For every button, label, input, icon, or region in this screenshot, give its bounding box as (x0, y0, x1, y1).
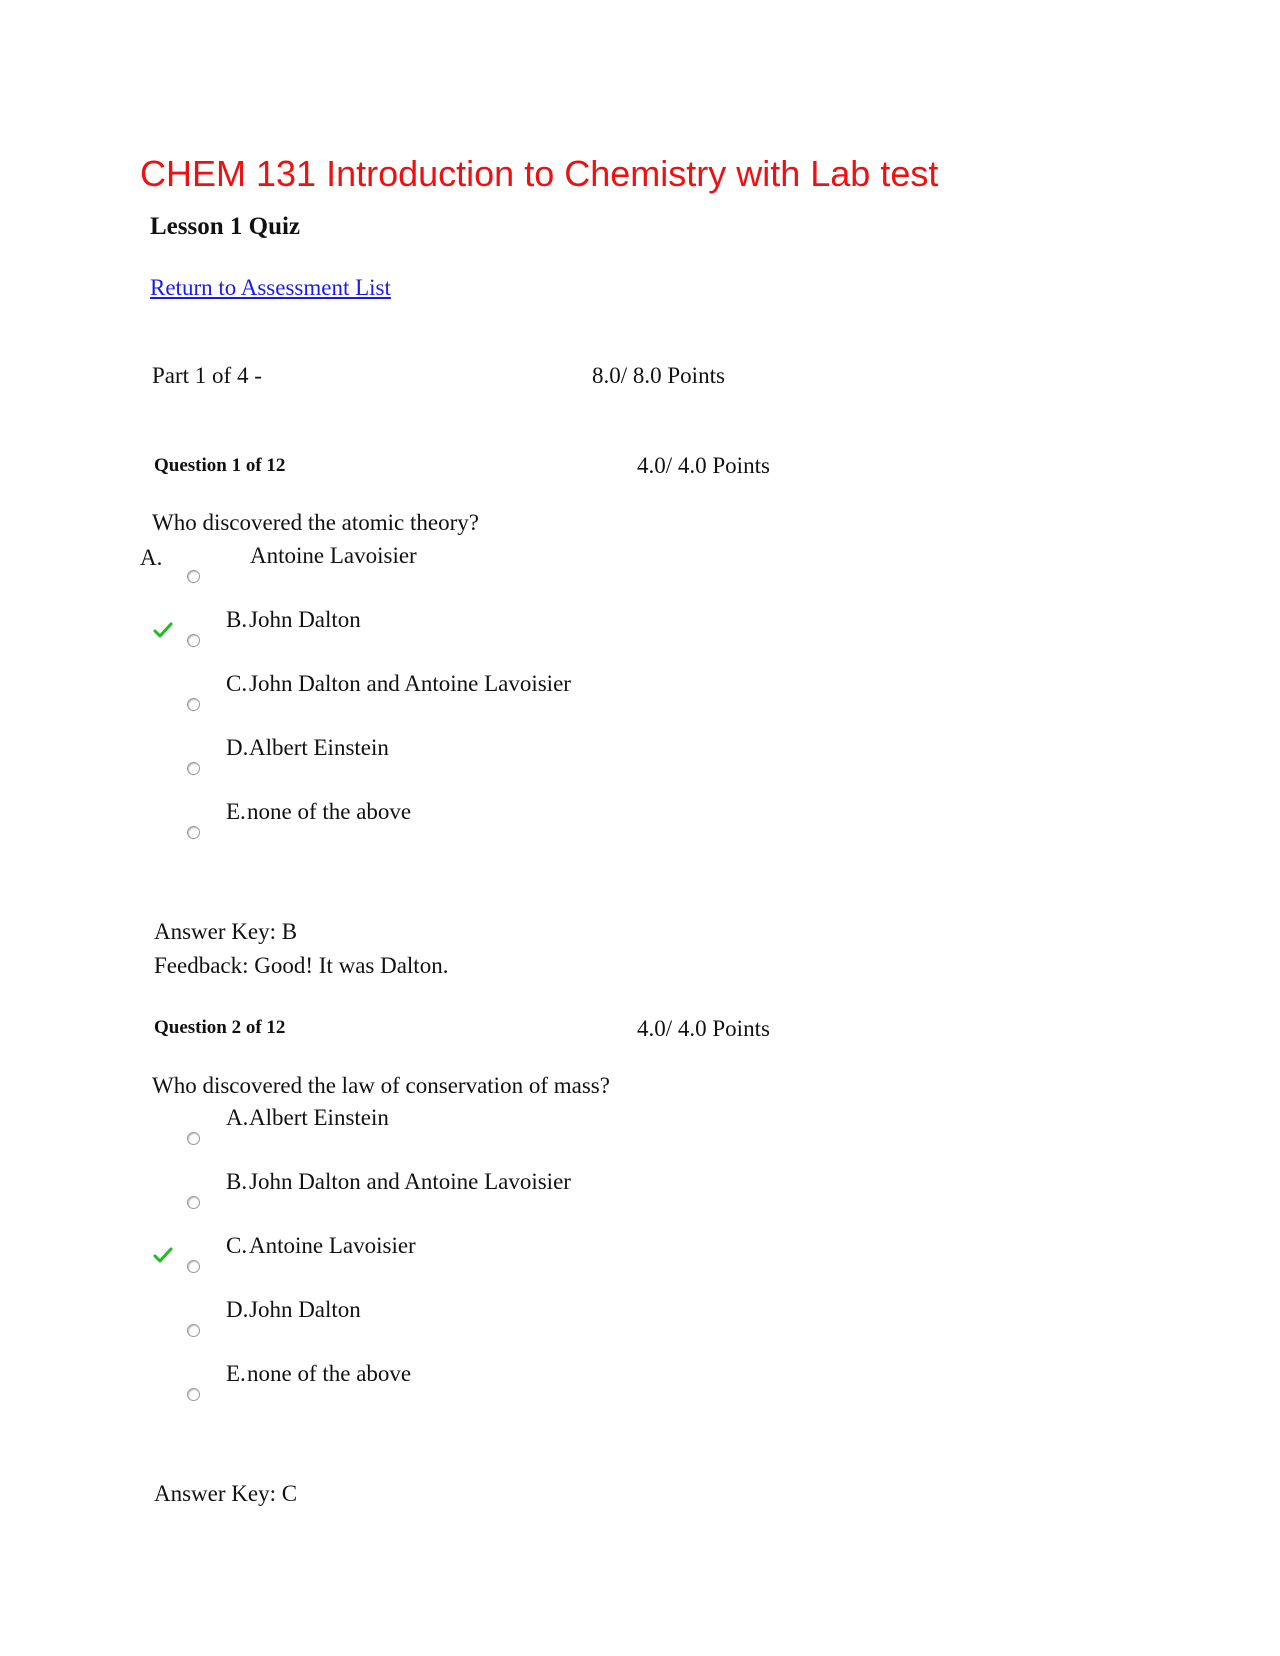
quiz-title: Lesson 1 Quiz (150, 213, 301, 240)
option-letter: B. (226, 1169, 248, 1194)
answer-key: Answer Key: B (154, 919, 298, 944)
radio-button[interactable] (187, 1132, 200, 1145)
option-letter: D. (226, 735, 249, 760)
option-letter: D. (226, 1297, 249, 1322)
option-letter: E. (226, 799, 246, 824)
radio-button[interactable] (187, 762, 200, 775)
option-text: Albert Einstein (249, 735, 389, 760)
radio-button[interactable] (187, 698, 200, 711)
radio-button[interactable] (187, 1324, 200, 1337)
option-text: none of the above (247, 799, 412, 824)
question-heading: Question 1 of 12 (154, 455, 286, 476)
part-label: Part 1 of 4 - (152, 363, 262, 388)
option-text: John Dalton and Antoine Lavoisier (249, 671, 571, 696)
option-text: Albert Einstein (249, 1105, 389, 1130)
option-letter: A. (140, 545, 163, 570)
option-text: Antoine Lavoisier (250, 543, 417, 568)
radio-button[interactable] (187, 1196, 200, 1209)
radio-button[interactable] (187, 1260, 200, 1273)
question-prompt: Who discovered the law of conservation of mass? (152, 1073, 610, 1098)
part-points: 8.0/ 8.0 Points (592, 363, 725, 388)
question-points: 4.0/ 4.0 Points (637, 453, 770, 478)
radio-button[interactable] (187, 826, 200, 839)
check-icon (153, 621, 173, 639)
feedback: Feedback: Good! It was Dalton. (154, 953, 449, 978)
option-text: John Dalton (249, 607, 361, 632)
option-letter: C. (226, 671, 248, 696)
question-heading: Question 2 of 12 (154, 1017, 286, 1038)
option-text: John Dalton and Antoine Lavoisier (249, 1169, 571, 1194)
radio-button[interactable] (187, 634, 200, 647)
option-letter: B. (226, 607, 248, 632)
option-letter: A. (226, 1105, 249, 1130)
option-text: John Dalton (249, 1297, 361, 1322)
document-title: CHEM 131 Introduction to Chemistry with Lab test (140, 153, 939, 194)
return-to-assessment-list-link[interactable]: Return to Assessment List (150, 275, 391, 300)
option-letter: C. (226, 1233, 248, 1258)
question-points: 4.0/ 4.0 Points (637, 1016, 770, 1041)
radio-button[interactable] (187, 570, 200, 583)
radio-button[interactable] (187, 1388, 200, 1401)
option-letter: E. (226, 1361, 246, 1386)
answer-key: Answer Key: C (154, 1481, 298, 1506)
option-text: Antoine Lavoisier (249, 1233, 416, 1258)
question-prompt: Who discovered the atomic theory? (152, 510, 479, 535)
option-text: none of the above (247, 1361, 412, 1386)
check-icon (153, 1246, 173, 1264)
